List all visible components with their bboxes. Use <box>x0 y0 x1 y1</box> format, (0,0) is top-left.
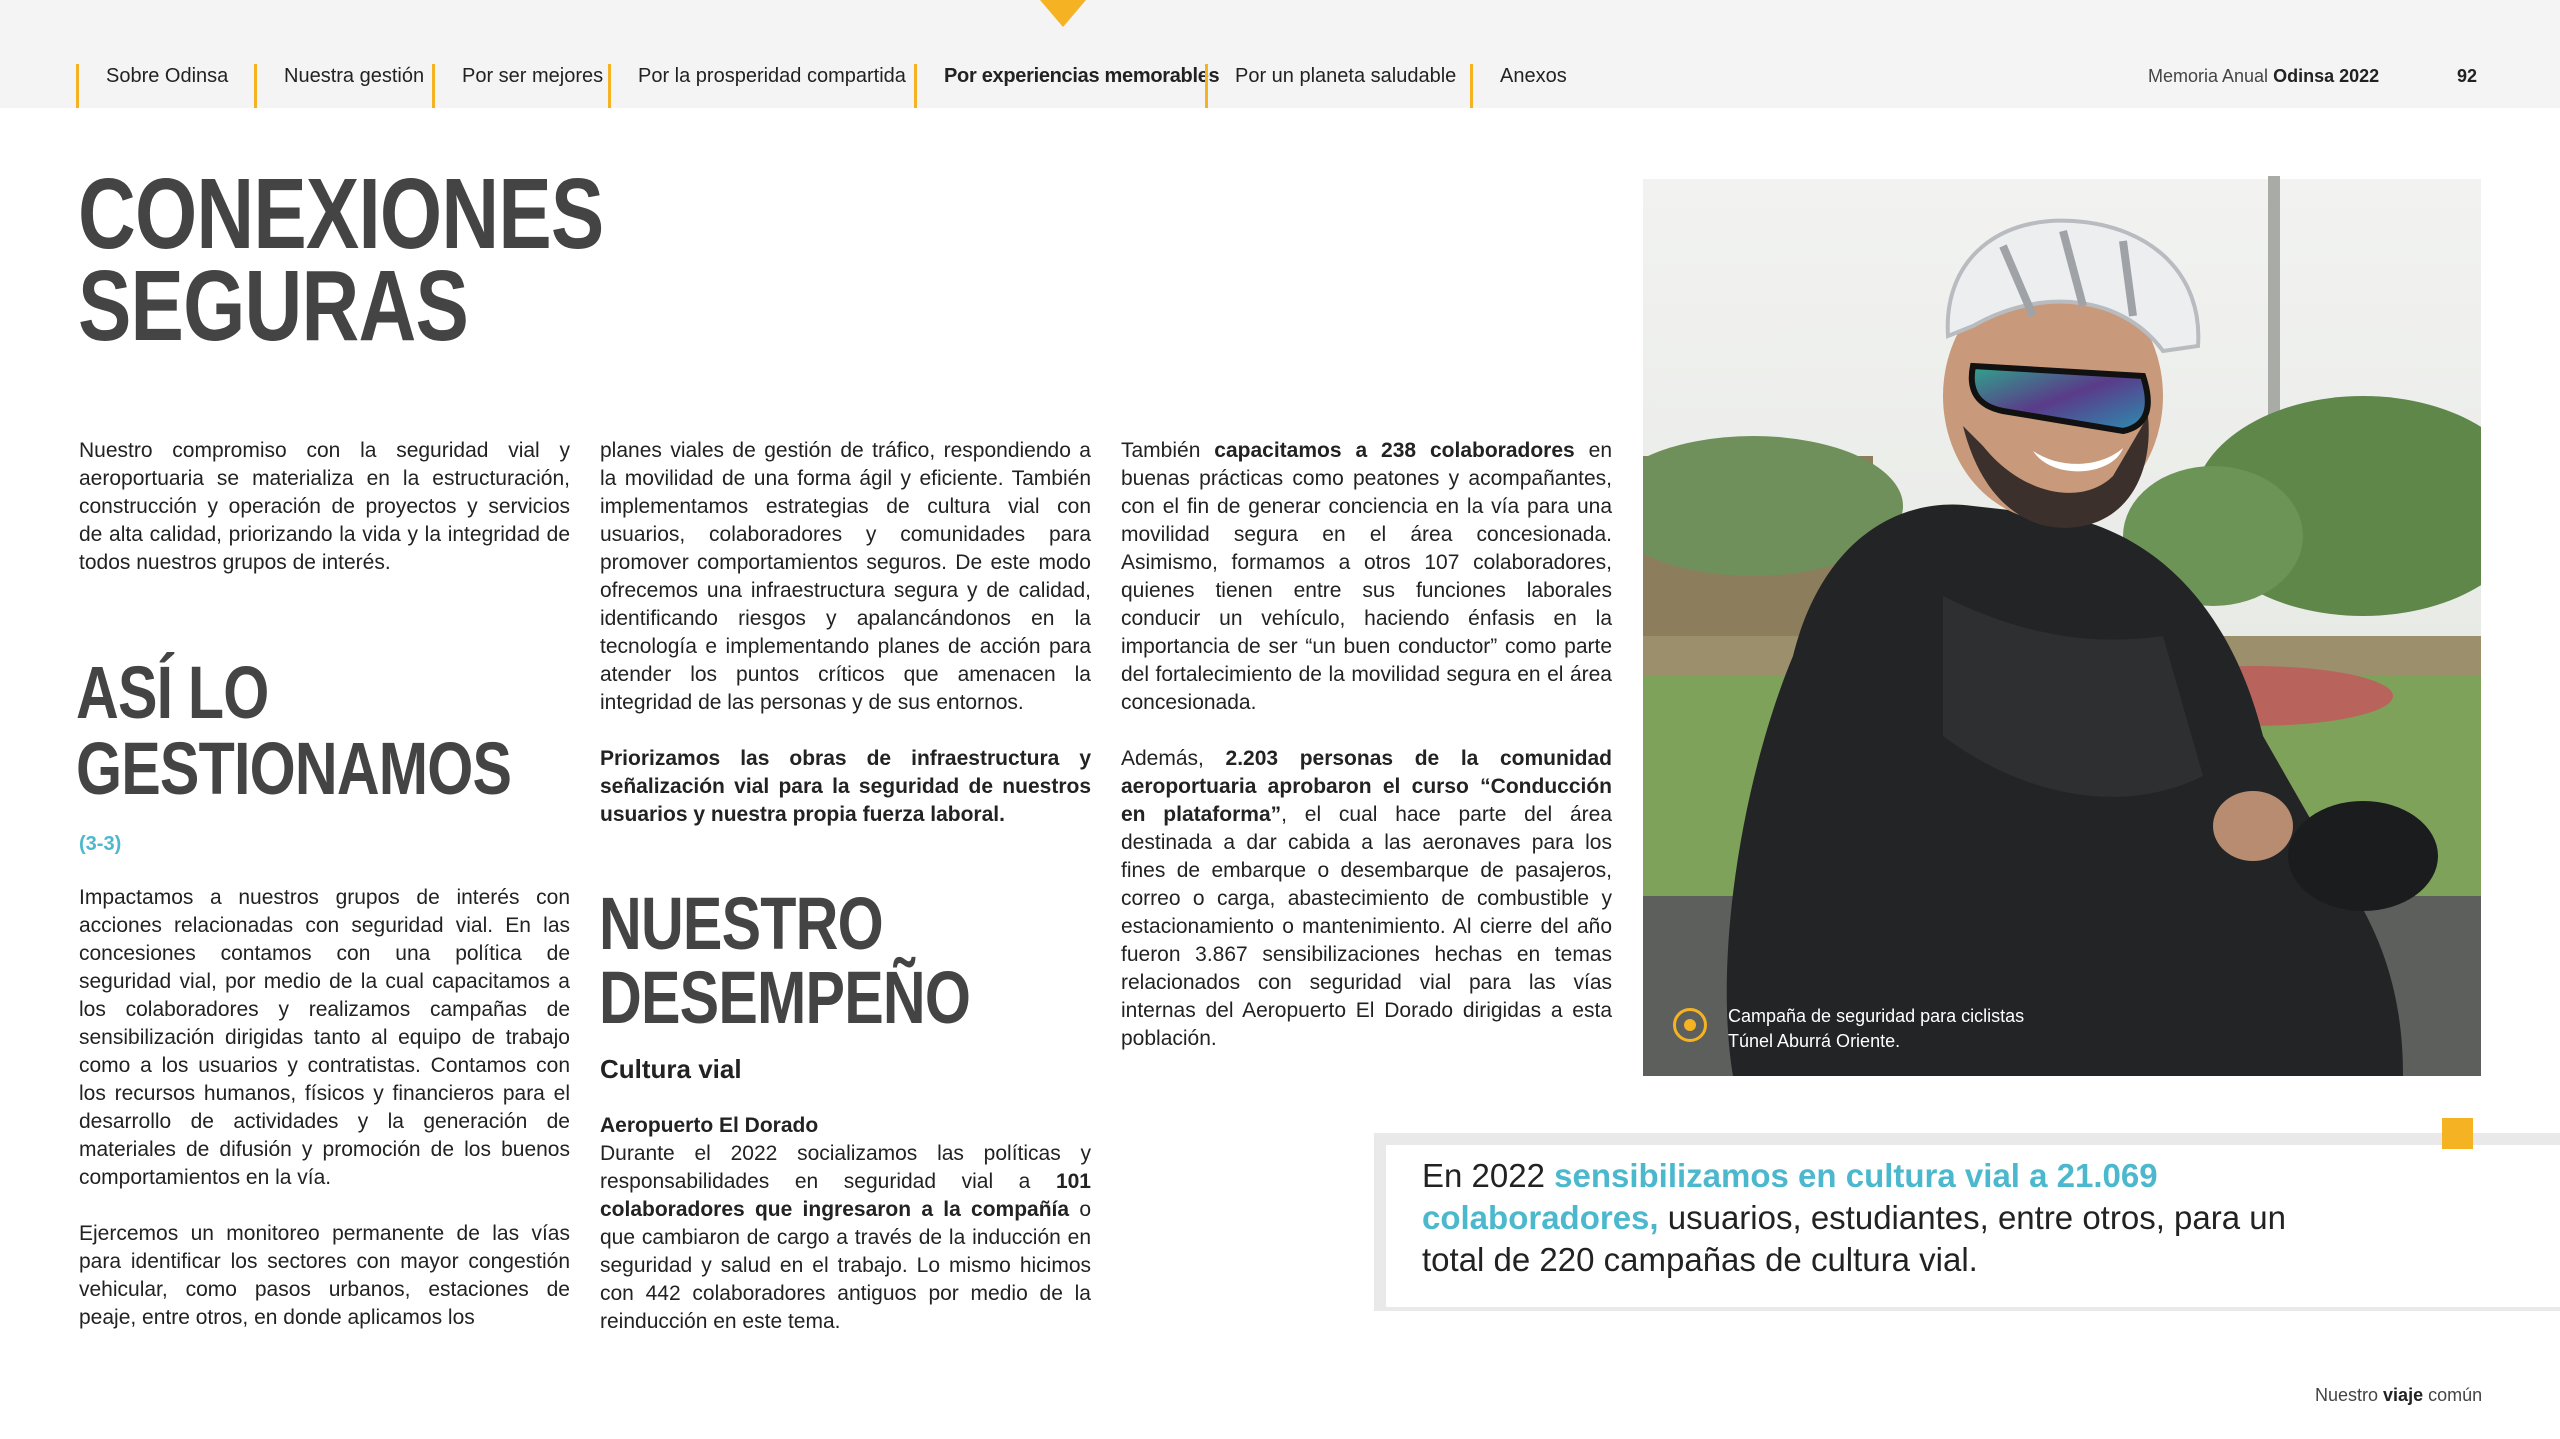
active-section-marker <box>1040 0 1086 27</box>
section-heading-gestionamos <box>76 651 512 810</box>
report-title <box>2148 66 2379 87</box>
bold-span: 101 colaboradores que ingresaron a la compañía <box>600 1170 1091 1221</box>
cyclist-photo <box>1643 176 2481 1076</box>
text-span: , el cual hace parte del área destinada a dar cabida a las aeronaves para los fines de embarque o desembarque de pasajeros, correo o carga, abastecimiento de combustible y estacionamiento o mantenimiento. Al cierre del año fueron 3.867 sensibilizaciones hechas en temas relacionados con seguridad vial para las vías internas del Aeropuerto El Dorado dirigidas a esta población. <box>1121 803 1613 1050</box>
photo-caption-line1: Campaña de seguridad para ciclistas <box>1728 1006 2025 1026</box>
nav-item-prosperidad-compartida[interactable]: Por la prosperidad compartida <box>608 64 906 108</box>
bold-statement <box>600 745 1091 829</box>
text-span: o que cambiaron de cargo a través de la inducción en seguridad y salud en el trabajo. Lo mismo hicimos con 442 colaboradores antiguos por medio de la reinducción en este tema. <box>600 1198 1092 1333</box>
page-number: 92 <box>2457 66 2478 86</box>
text-span: También <box>1121 439 1215 462</box>
text-span: Durante el 2022 socializamos las políticas y responsabilidades en seguridad vial a <box>600 1142 1091 1193</box>
photo-caption-line2: Túnel Aburrá Oriente. <box>1728 1031 1901 1051</box>
body-paragraph <box>600 1140 1091 1336</box>
report-name: Odinsa 2022 <box>2273 66 2380 86</box>
body-paragraph: Impactamos a nuestros grupos de interés con acciones relacionadas con seguridad vial. En las concesiones contamos con una política de seguridad vial, por medio de la cual capacitamos a los colaboradores y realizamos campañas de sensibilización dirigidas tanto al equipo de trabajo como a los usuarios y contratistas. Contamos con los recursos humanos, físicos y financieros para el desarrollo de actividades y la generación de materiales de difusión y promoción de los buenos comportamientos en la vía. <box>79 886 570 1189</box>
text-span: En 2022 <box>1422 1157 1555 1194</box>
nav-item-planeta-saludable[interactable]: Por un planeta saludable <box>1205 64 1456 108</box>
accent-square <box>2442 1118 2473 1149</box>
body-paragraph <box>1121 745 1612 1053</box>
footer-word-bold: viaje <box>2383 1385 2424 1405</box>
camera-target-icon <box>1673 1008 1707 1042</box>
footer-word: común <box>2428 1385 2483 1405</box>
text-span: Además, <box>1121 747 1226 770</box>
section-heading-line1: ASÍ LO <box>76 651 269 734</box>
airport-section <box>600 1112 1091 1364</box>
page-title-line2: SEGURAS <box>78 250 469 362</box>
intro-paragraph: Nuestro compromiso con la seguridad vial y aeroportuaria se materializa en la estructuración, construcción y operación de proyectos y servicios de alta calidad, priorizando la vida y la integridad de todos nuestros grupos de interés. <box>79 439 570 574</box>
bold-statement-text: Priorizamos las obras de infraestructura y señalización vial para la seguridad de nuestros usuarios y nuestra propia fuerza laboral. <box>600 747 1091 826</box>
report-prefix: Memoria Anual <box>2148 66 2269 86</box>
nav-item-sobre-odinsa[interactable]: Sobre Odinsa <box>76 64 228 108</box>
bold-span: capacitamos a 238 colaboradores <box>1214 439 1575 462</box>
page-title-line1: CONEXIONES <box>78 158 604 270</box>
nav-item-experiencias-memorables[interactable]: Por experiencias memorables <box>914 64 1219 108</box>
column-1-body <box>79 884 570 1360</box>
column-3-body <box>1121 437 1612 1081</box>
highlight-bold-span: sensibilizamos en cultura vial a 21.069 colaboradores, <box>1422 1157 2158 1236</box>
nav-item-anexos[interactable]: Anexos <box>1470 64 1567 108</box>
photo-caption <box>1728 1004 2024 1054</box>
body-paragraph <box>1121 437 1612 717</box>
section-heading-line2: DESEMPEÑO <box>599 956 971 1039</box>
section-heading-line1: NUESTRO <box>599 882 883 965</box>
section-heading-desempeno <box>599 882 971 1039</box>
text-span: usuarios, estudiantes, entre otros, para un total de 220 campañas de cultura vial. <box>1422 1199 2286 1278</box>
top-navigation <box>0 0 2560 108</box>
highlight-text <box>1422 1155 2302 1281</box>
gri-reference: (3-3) <box>79 833 122 855</box>
column-2-body <box>600 437 1091 857</box>
subheading-cultura-vial: Cultura vial <box>600 1054 742 1084</box>
airport-label <box>600 1112 1091 1140</box>
footer-word: Nuestro <box>2315 1385 2379 1405</box>
bold-span: 2.203 personas de la comunidad aeroportuaria aprobaron el curso “Conducción en plataforma” <box>1121 747 1612 826</box>
text-span: en buenas prácticas como peatones y acompañantes, con el fin de generar conciencia en la vía para una movilidad segura en el área concesionada. Asimismo, formamos a otros 107 colaboradores, quienes tienen entre sus funciones laborales conducir un vehículo, haciendo énfasis en la importancia de ser “un buen conductor” como parte del fortalecimiento de la movilidad segura en el área concesionada. <box>1121 439 1612 714</box>
footer-tagline <box>2315 1385 2482 1406</box>
nav-item-nuestra-gestion[interactable]: Nuestra gestión <box>254 64 424 108</box>
page-title <box>78 158 604 362</box>
body-paragraph: Ejercemos un monitoreo permanente de las vías para identificar los sectores con mayor congestión vehicular, como pasos urbanos, estaciones de peaje, entre otros, en donde aplicamos los <box>79 1222 570 1329</box>
body-paragraph: planes viales de gestión de tráfico, respondiendo a la movilidad de una forma ágil y eficiente. También implementamos estrategias de cultura vial con usuarios, colaboradores y comunidades para promover comportamientos seguros. De este modo ofrecemos una infraestructura segura y de calidad, identificando riesgos y apalancándonos en la tecnología e implementando planes de acción para atender los puntos críticos que amenacen la integridad de las personas y de sus entornos. <box>600 439 1091 714</box>
section-heading-line2: GESTIONAMOS <box>76 727 512 810</box>
airport-label-text: Aeropuerto El Dorado <box>600 1114 819 1137</box>
nav-item-por-ser-mejores[interactable]: Por ser mejores <box>432 64 603 108</box>
